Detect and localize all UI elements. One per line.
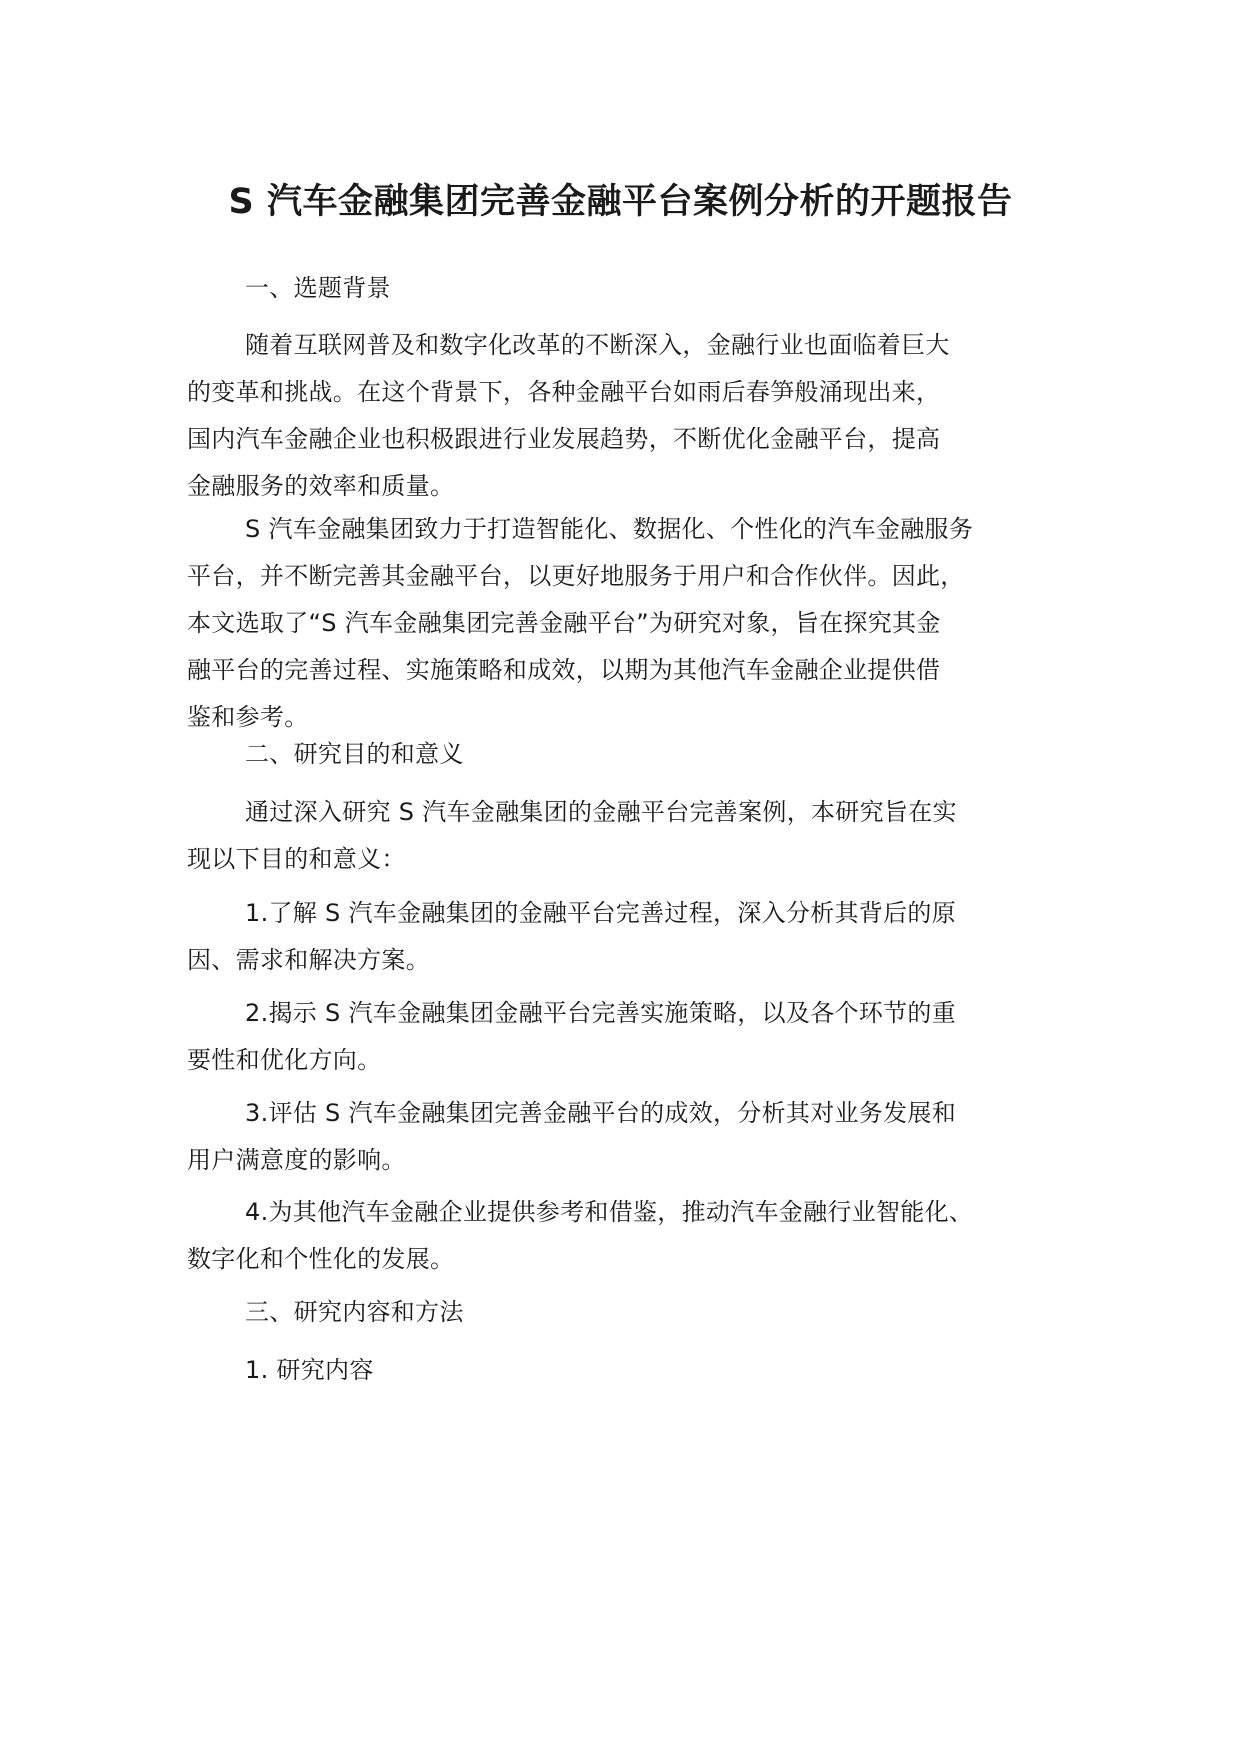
text-line: 1.了解 S 汽车金融集团的金融平台完善过程，深入分析其背后的原: [245, 899, 956, 927]
text-line: 现以下目的和意义：: [187, 845, 406, 873]
list-item-purpose-4: [187, 1189, 1077, 1283]
text-line: 融平台的完善过程、实施策略和成效，以期为其他汽车金融企业提供借: [187, 656, 941, 684]
text-line: 2.揭示 S 汽车金融集团金融平台完善实施策略，以及各个环节的重: [245, 999, 956, 1027]
paragraph-background-1: [187, 322, 1077, 510]
text-line: 一、选题背景: [245, 274, 391, 302]
text-line: 4.为其他汽车金融企业提供参考和借鉴，推动汽车金融行业智能化、: [245, 1198, 974, 1226]
text-line: 因、需求和解决方案。: [187, 946, 430, 974]
text-line: 平台，并不断完善其金融平台，以更好地服务于用户和合作伙伴。因此，: [187, 562, 965, 590]
text-line: 鉴和参考。: [187, 703, 309, 731]
text-line: 本文选取了“S 汽车金融集团完善金融平台”为研究对象，旨在探究其金: [187, 609, 941, 637]
list-item-purpose-1: [187, 890, 1077, 984]
text-line: 随着互联网普及和数字化改革的不断深入，金融行业也面临着巨大: [245, 331, 950, 359]
text-line: 要性和优化方向。: [187, 1046, 382, 1074]
text-line: 通过深入研究 S 汽车金融集团的金融平台完善案例，本研究旨在实: [245, 798, 957, 826]
text-line: 三、研究内容和方法: [245, 1298, 464, 1326]
list-item-purpose-2: [187, 990, 1077, 1084]
text-line: 3.评估 S 汽车金融集团完善金融平台的成效，分析其对业务发展和: [245, 1099, 956, 1127]
paragraph-background-2: [187, 506, 1077, 741]
text-line: 用户满意度的影响。: [187, 1146, 406, 1174]
document-title: S 汽车金融集团完善金融平台案例分析的开题报告: [228, 182, 1013, 222]
subsection-heading-content: [187, 1347, 1077, 1394]
text-line: 的变革和挑战。在这个背景下，各种金融平台如雨后春笋般涌现出来，: [187, 378, 941, 406]
section-heading-content-method: [187, 1289, 1077, 1336]
section-heading-background: [187, 265, 1077, 312]
paragraph-purpose-intro: [187, 789, 1077, 883]
text-line: S 汽车金融集团致力于打造智能化、数据化、个性化的汽车金融服务: [245, 515, 974, 543]
text-line: 国内汽车金融企业也积极跟进行业发展趋势，不断优化金融平台，提高: [187, 425, 941, 453]
text-line: 数字化和个性化的发展。: [187, 1245, 455, 1273]
text-line: 二、研究目的和意义: [245, 740, 464, 768]
list-item-purpose-3: [187, 1090, 1077, 1184]
section-heading-purpose: [187, 731, 1077, 778]
text-line: 金融服务的效率和质量。: [187, 472, 455, 500]
text-line: 1. 研究内容: [245, 1356, 374, 1384]
